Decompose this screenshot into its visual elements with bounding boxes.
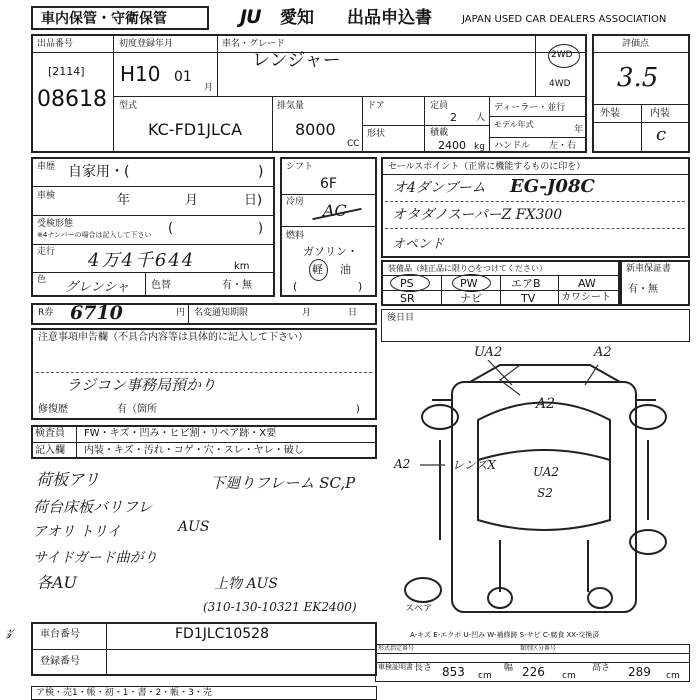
diagram-mark-center1: UA2 — [533, 465, 560, 479]
model-year-unit: 年 — [574, 125, 584, 135]
width-value: 226 — [522, 665, 545, 679]
exterior-label: 外装 — [600, 108, 620, 119]
warranty-label: 新車保証書 — [626, 264, 672, 274]
inspection-note-2: 荷台床板バリフレ — [33, 498, 153, 516]
diesel-circle — [309, 259, 328, 281]
later-label: 後日目 — [387, 313, 415, 323]
interior-label: 内装 — [650, 108, 670, 119]
lot-number: 08618 — [37, 87, 107, 112]
fuel-diesel: 軽 — [312, 263, 323, 276]
equipment-ps: PS — [400, 277, 414, 290]
drive-top: 2WD — [551, 50, 573, 60]
r-ken-label: R券 — [38, 308, 54, 318]
inspection-note-4: サイドガード曲がり — [33, 550, 158, 566]
interior-value: c — [656, 124, 667, 145]
ac-value: AC — [323, 201, 347, 220]
inspection-note-8: 上物 AUS — [214, 576, 278, 592]
equipment-leather: カワシート — [561, 292, 611, 303]
form-title: 出品申込書 — [347, 8, 432, 28]
capacity-value: 2 — [450, 111, 457, 124]
use-label: 車歴 — [37, 162, 56, 172]
diagram-mark-front-left: UA2 — [474, 345, 503, 360]
width-unit: cm — [562, 671, 576, 681]
doc-deadline-day: 日 — [348, 308, 358, 318]
recv-label: 受検形態 — [37, 219, 74, 229]
equipment-airbag: エアB — [511, 277, 541, 290]
length-label: 長さ — [414, 663, 433, 673]
equipment-label: 装備品（純正品に限り○をつけてください） — [388, 264, 547, 273]
chassis-label: 車台番号 — [40, 629, 80, 640]
use-value: 自家用・( — [68, 164, 130, 180]
shift-value: 6F — [320, 176, 337, 192]
ju-logo — [240, 8, 284, 30]
association-name: JAPAN USED CAR DEALERS ASSOCIATION — [462, 14, 667, 25]
inspection-note-6: 下廻りフレーム SC,P — [210, 474, 356, 492]
repair-label: 修復歴 — [38, 404, 68, 415]
shift-label: シフト — [286, 162, 314, 172]
diagram-spare-label: スペア — [405, 604, 433, 614]
selling-point-line2: オタダノスーパーZ FX300 — [392, 207, 563, 223]
diagram-mark-hood: A2 — [536, 396, 556, 412]
dealer-label: ディーラー・並行 — [494, 103, 566, 113]
doors-label: ドア — [367, 101, 385, 111]
mileage-value: 4万4千644 — [88, 250, 196, 271]
fuel-label: 燃料 — [286, 231, 305, 241]
equipment-tv: TV — [521, 292, 536, 305]
diagram-mark-center2: S2 — [537, 486, 553, 500]
inspection-note-7: AUS — [178, 519, 210, 535]
score-value: 3.5 — [617, 63, 659, 93]
drive-bottom: 4WD — [549, 79, 571, 89]
doc-deadline-month: 月 — [302, 308, 312, 318]
org-name: 愛知 — [280, 8, 314, 28]
lot-sub: [2114] — [48, 65, 85, 78]
equipment-aw: AW — [578, 277, 596, 290]
footer-items: ア検・売1・帳・初・1・書・2・帳・3・売 — [36, 688, 212, 698]
repair-value: 有（箇所 — [117, 404, 157, 415]
registration-era-year: H10 — [120, 62, 161, 86]
later-box — [381, 309, 690, 342]
signature-mark: 𝓏 — [6, 620, 14, 639]
storage-badge-text: 車内保管・守衛保管 — [41, 11, 167, 27]
inspector-row2-label: 記入欄 — [35, 445, 65, 456]
height-label: 高さ — [592, 663, 611, 673]
load-unit: kg — [474, 142, 485, 152]
displacement-unit: CC — [347, 139, 360, 149]
length-unit: cm — [478, 671, 492, 681]
diagram-mark-front-right: A2 — [594, 345, 612, 360]
inspection-note-1: 荷板アリ — [36, 470, 100, 489]
recv-open: ( — [168, 221, 174, 236]
fuel-oil: 油 — [340, 263, 351, 276]
warranty-value: 有・無 — [628, 284, 658, 295]
r-ken-unit: 円 — [176, 308, 186, 318]
damage-legend: A-キズ E-エクボ U-凹み W-補修跡 S-サビ C-腐食 XX-交換済 — [410, 631, 600, 639]
selling-points-label: セールスポイント（正常に機能するものに印を） — [388, 162, 586, 172]
displacement-value: 8000 — [295, 120, 336, 139]
notes-line1: ラジコン事務局預かり — [66, 376, 217, 394]
equipment-navi: ナビ — [460, 292, 482, 305]
registration-month-unit: 月 — [204, 83, 214, 93]
displacement-label: 排気量 — [277, 101, 305, 111]
inspection-note-3: アオリ トリイ — [33, 524, 121, 540]
type-value: KC-FD1JLCA — [148, 120, 243, 139]
capacity-unit: 人 — [476, 113, 486, 123]
inspector-row1-items: FW・キズ・凹み・ヒビ割・リペア跡・X要 — [84, 428, 277, 439]
selling-point-engine: EG-J08C — [510, 176, 595, 197]
diagram-mark-side: A2 — [394, 457, 411, 471]
ju-logo-mark: JU — [240, 6, 261, 28]
color-label: 色 — [37, 275, 47, 285]
lot-label: 出品番号 — [37, 39, 74, 49]
length-value: 853 — [442, 665, 465, 679]
equipment-sr: SR — [400, 292, 415, 305]
registration-month: 01 — [174, 69, 192, 85]
equipment-pw: PW — [460, 277, 478, 290]
inspection-month: 月 — [185, 193, 199, 208]
selling-point-line1: オ4ダンブーム — [393, 180, 486, 196]
load-label: 積載 — [430, 128, 449, 138]
class-spec-label: 類別区分番号 — [520, 645, 557, 652]
recv-note: ※4ナンバーの場合は記入して下さい — [37, 231, 152, 239]
model-label: 車名・グレード — [222, 39, 286, 49]
model-year-label: モデル年式 — [494, 120, 534, 129]
width-label: 幅 — [504, 663, 514, 673]
ac-label: 冷房 — [286, 197, 305, 207]
cert-label: 車検証明書 — [378, 663, 413, 671]
inspection-year: 年 — [117, 193, 131, 208]
color-value: グレンシャ — [65, 280, 130, 295]
inspection-note-5: 各AU — [36, 573, 78, 592]
inspection-day: 日) — [244, 193, 263, 208]
repair-close: ) — [356, 404, 360, 415]
model-name: レンジャー — [252, 50, 341, 71]
mileage-label: 走行 — [37, 247, 56, 257]
fuel-value: ガソリン・ — [303, 245, 358, 258]
ps-circle — [390, 274, 430, 292]
chassis-value: FD1JLC10528 — [175, 626, 269, 642]
storage-badge — [31, 6, 209, 30]
r-ken-value: 6710 — [70, 302, 123, 324]
handle-label: ハンドル — [494, 141, 531, 151]
inspector-row1-label: 検査員 — [35, 428, 65, 439]
use-close: ) — [258, 164, 264, 180]
pw-circle — [452, 274, 491, 292]
color-change-value: 有・無 — [222, 280, 252, 291]
notes-label: 注意事項申告欄（不具合内容等は具体的に記入して下さい） — [38, 332, 308, 343]
reg-number-label: 登録番号 — [40, 656, 80, 667]
inspector-row2-items: 内装・キズ・汚れ・コゲ・穴・スレ・ヤレ・破し — [84, 445, 304, 456]
shape-spec-label: 形式指定番号 — [378, 645, 415, 652]
color-change-label: 色替 — [151, 280, 171, 291]
height-value: 289 — [628, 665, 651, 679]
mileage-unit: km — [234, 261, 250, 272]
type-label: 型式 — [119, 101, 138, 111]
inspection-note-9: (310-130-10321 EK2400) — [203, 600, 357, 614]
shape-label: 形状 — [367, 129, 386, 139]
fuel-paren-close: ) — [358, 280, 363, 293]
recv-close: ) — [258, 221, 264, 236]
inspection-label: 車検 — [37, 191, 56, 201]
load-value: 2400 — [438, 139, 466, 152]
fuel-paren-open: ( — [293, 280, 298, 293]
diagram-mark-side-note: レンズX — [452, 458, 496, 472]
capacity-label: 定員 — [430, 101, 449, 111]
registration-label: 初度登録年月 — [119, 39, 174, 49]
handle-options: 左・右 — [549, 141, 577, 151]
height-unit: cm — [666, 671, 680, 681]
selling-point-line3: オペンド — [392, 237, 445, 252]
doc-deadline-label: 名変通知期限 — [194, 308, 249, 318]
score-label: 評価点 — [622, 39, 650, 49]
